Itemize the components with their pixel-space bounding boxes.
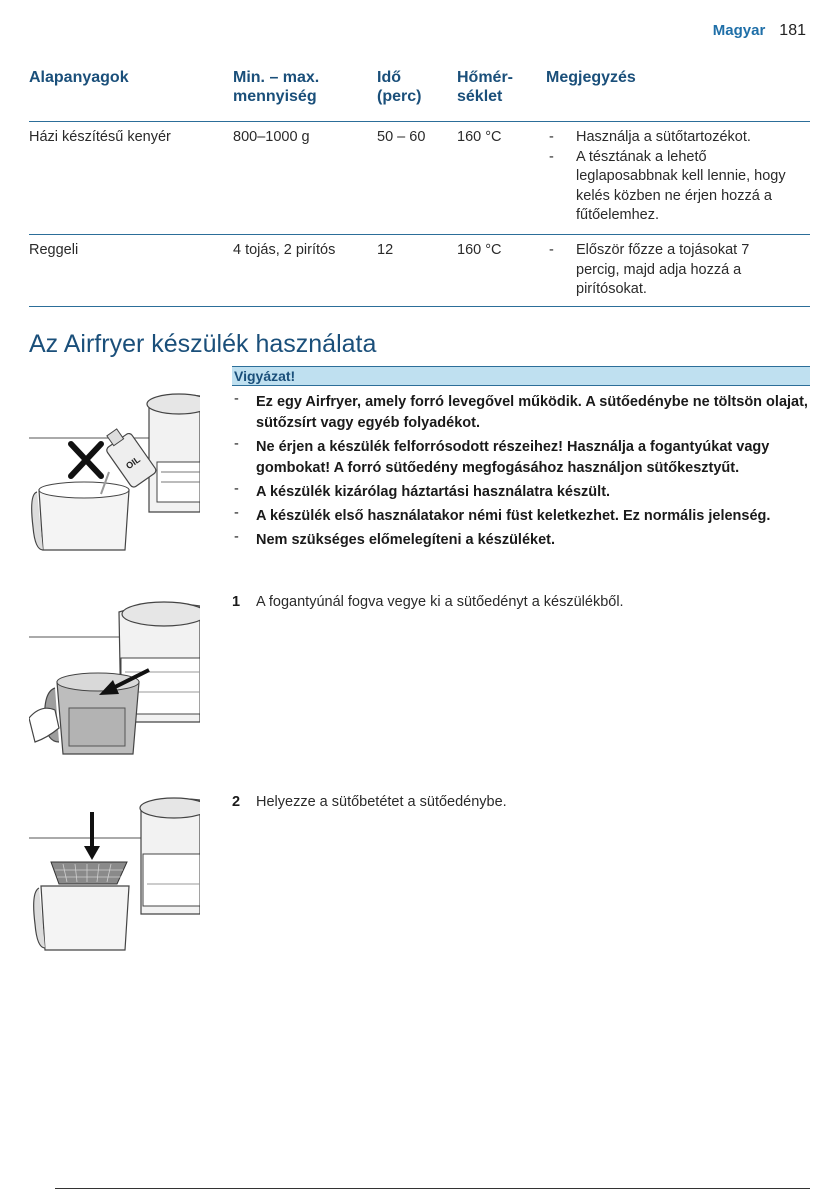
table-header <box>29 68 810 122</box>
prohibited-icon <box>71 444 101 476</box>
caution-item: - Ne érjen a készülék felforrósodott részeihez! Használja a fogantyúkat vagy gombokat! A forró sütőedény megfogásához használjon sütőkesztyűt. <box>232 437 810 479</box>
note-item: - Először főzze a tojásokat 7 percig, majd adja hozzá a pirítósokat. <box>546 241 810 300</box>
header-amount: Min. – max. mennyiség <box>233 69 320 105</box>
step-text: A fogantyúnál fogva vegye ki a sütőedényt a készülékből. <box>256 594 624 610</box>
remove-pan-illustration <box>29 592 200 762</box>
header-temperature: Hőmér-séklet <box>457 69 514 105</box>
caution-box <box>232 366 810 554</box>
oil-label: OIL <box>124 454 143 472</box>
header-notes: Megjegyzés <box>546 69 636 86</box>
step-number: 2 <box>232 794 241 810</box>
caution-item: - A készülék kizárólag háztartási használatra készült. <box>232 482 810 503</box>
arrow-down-icon <box>84 812 100 860</box>
cell-ingredient: Reggeli <box>29 242 79 258</box>
cell-time: 12 <box>377 242 394 258</box>
cell-amount: 800–1000 g <box>233 129 310 145</box>
cooking-table <box>29 68 810 307</box>
caution-list <box>232 392 810 551</box>
table-row <box>29 235 810 307</box>
step-number: 1 <box>232 594 241 610</box>
header-ingredients: Alapanyagok <box>29 69 129 86</box>
no-oil-illustration <box>29 382 200 562</box>
header-time: Idő (perc) <box>377 69 422 105</box>
page-number: 181 <box>779 22 806 39</box>
cell-ingredient: Házi készítésű kenyér <box>29 129 171 145</box>
insert-basket-illustration <box>29 788 200 958</box>
caution-item: - Nem szükséges előmelegíteni a készüléket. <box>232 530 810 551</box>
section-title: Az Airfryer készülék használata <box>29 330 377 358</box>
cell-temperature: 160 °C <box>457 242 502 258</box>
page-header <box>713 22 806 40</box>
cell-notes <box>546 128 810 226</box>
step-text: Helyezze a sütőbetétet a sütőedénybe. <box>256 794 507 810</box>
cell-temperature: 160 °C <box>457 129 502 145</box>
caution-item: - A készülék első használatakor némi füst keletkezhet. Ez normális jelenség. <box>232 506 810 527</box>
cell-time: 50 – 60 <box>377 129 426 145</box>
caution-item: - Ez egy Airfryer, amely forró levegővel működik. A sütőedénybe ne töltsön olajat, sütőzsírt vagy egyéb folyadékot. <box>232 392 810 434</box>
footer-divider <box>55 1188 810 1189</box>
note-item: - Használja a sütőtartozékot. <box>546 128 810 148</box>
step-1 <box>232 592 624 612</box>
step-2 <box>232 792 507 812</box>
cell-amount: 4 tojás, 2 pirítós <box>233 242 336 258</box>
caution-title: Vigyázat! <box>232 366 810 386</box>
cell-notes <box>546 241 810 300</box>
language-label: Magyar <box>712 22 766 39</box>
note-item: - A tésztának a lehető leglaposabbnak kell lennie, hogy kelés közben ne érjen hozzá a fűtőelemhez. <box>546 148 810 226</box>
table-row <box>29 122 810 235</box>
